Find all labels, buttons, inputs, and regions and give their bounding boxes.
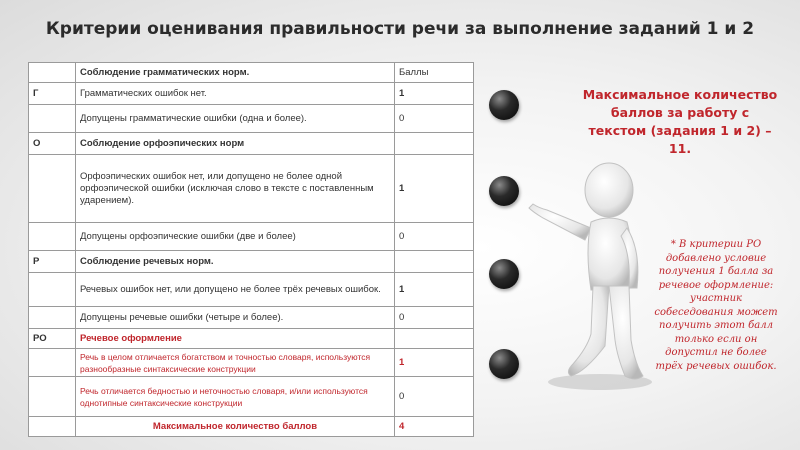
table-cell-code (29, 273, 76, 307)
table-cell-code: Р (29, 251, 76, 273)
table-row (29, 329, 474, 349)
table-cell-code (29, 155, 76, 223)
table-cell-points: 0 (395, 223, 474, 251)
max-points-note: Максимальное количество баллов за работу с текстом (задания 1 и 2) – 11. (582, 87, 778, 156)
table-cell-code: Г (29, 83, 76, 105)
table-cell-code (29, 377, 76, 417)
table-row (29, 307, 474, 329)
table-header-criterion: Соблюдение грамматических норм. (76, 63, 395, 83)
table-row (29, 377, 474, 417)
table-row (29, 133, 474, 155)
table-row (29, 105, 474, 133)
table-total-row (29, 417, 474, 437)
table-cell-points: 1 (395, 155, 474, 223)
table-cell-text: Допущены речевые ошибки (четыре и более). (76, 307, 395, 329)
bullet-ball-icon (489, 349, 519, 379)
table-cell-text: Речевых ошибок нет, или допущено не более трёх речевых ошибок. (76, 273, 395, 307)
table-row (29, 273, 474, 307)
table-row (29, 251, 474, 273)
bullet-ball-icon (489, 176, 519, 206)
table-cell-points: 0 (395, 377, 474, 417)
table-cell-text: Соблюдение орфоэпических норм (76, 133, 395, 155)
table-cell-code (29, 417, 76, 437)
table-row (29, 83, 474, 105)
table-cell-text: Соблюдение речевых норм. (76, 251, 395, 273)
table-cell-points: 0 (395, 307, 474, 329)
page-title: Критерии оценивания правильности речи за выполнение заданий 1 и 2 (45, 19, 755, 39)
table-cell-points (395, 329, 474, 349)
table-cell-text: Речь в целом отличается богатством и точностью словаря, используются разнообразные синтаксические конструкции (76, 349, 395, 377)
table-cell-text: Допущены орфоэпические ошибки (две и более) (76, 223, 395, 251)
table-cell-text: Речь отличается бедностью и неточностью словаря, и/или используются однотипные синтаксические конструкции (76, 377, 395, 417)
table-cell-text: Орфоэпических ошибок нет, или допущено не более одной орфоэпической ошибки (исключая слово в тексте с поставленным ударением). (76, 155, 395, 223)
bullet-ball-icon (489, 90, 519, 120)
table-cell-code: РО (29, 329, 76, 349)
table-row (29, 349, 474, 377)
bullet-ball-icon (489, 259, 519, 289)
table-cell-points: 1 (395, 273, 474, 307)
table-row (29, 223, 474, 251)
side-note: * В критерии РО добавлено условие получения 1 балла за речевое оформление: участник собеседования может получить этот балл только если он допустил не более трёх речевых ошибок. (654, 239, 778, 372)
table-cell-code (29, 349, 76, 377)
table-cell-text: Грамматических ошибок нет. (76, 83, 395, 105)
table-cell-text: Речевое оформление (76, 329, 395, 349)
table-cell-code (29, 63, 76, 83)
table-cell-code (29, 105, 76, 133)
table-total-points: 4 (395, 417, 474, 437)
table-cell-code (29, 307, 76, 329)
table-cell-code: О (29, 133, 76, 155)
table-total-label: Максимальное количество баллов (76, 417, 395, 437)
table-cell-code (29, 223, 76, 251)
table-cell-text: Допущены грамматические ошибки (одна и более). (76, 105, 395, 133)
table-cell-points (395, 133, 474, 155)
table-row (29, 155, 474, 223)
table-cell-points (395, 251, 474, 273)
pointing-figure-icon (525, 150, 660, 400)
criteria-table (28, 62, 474, 437)
table-cell-points: 0 (395, 105, 474, 133)
table-cell-points: 1 (395, 349, 474, 377)
table-header-row (29, 63, 474, 83)
table-header-points: Баллы (395, 63, 474, 83)
table-cell-points: 1 (395, 83, 474, 105)
